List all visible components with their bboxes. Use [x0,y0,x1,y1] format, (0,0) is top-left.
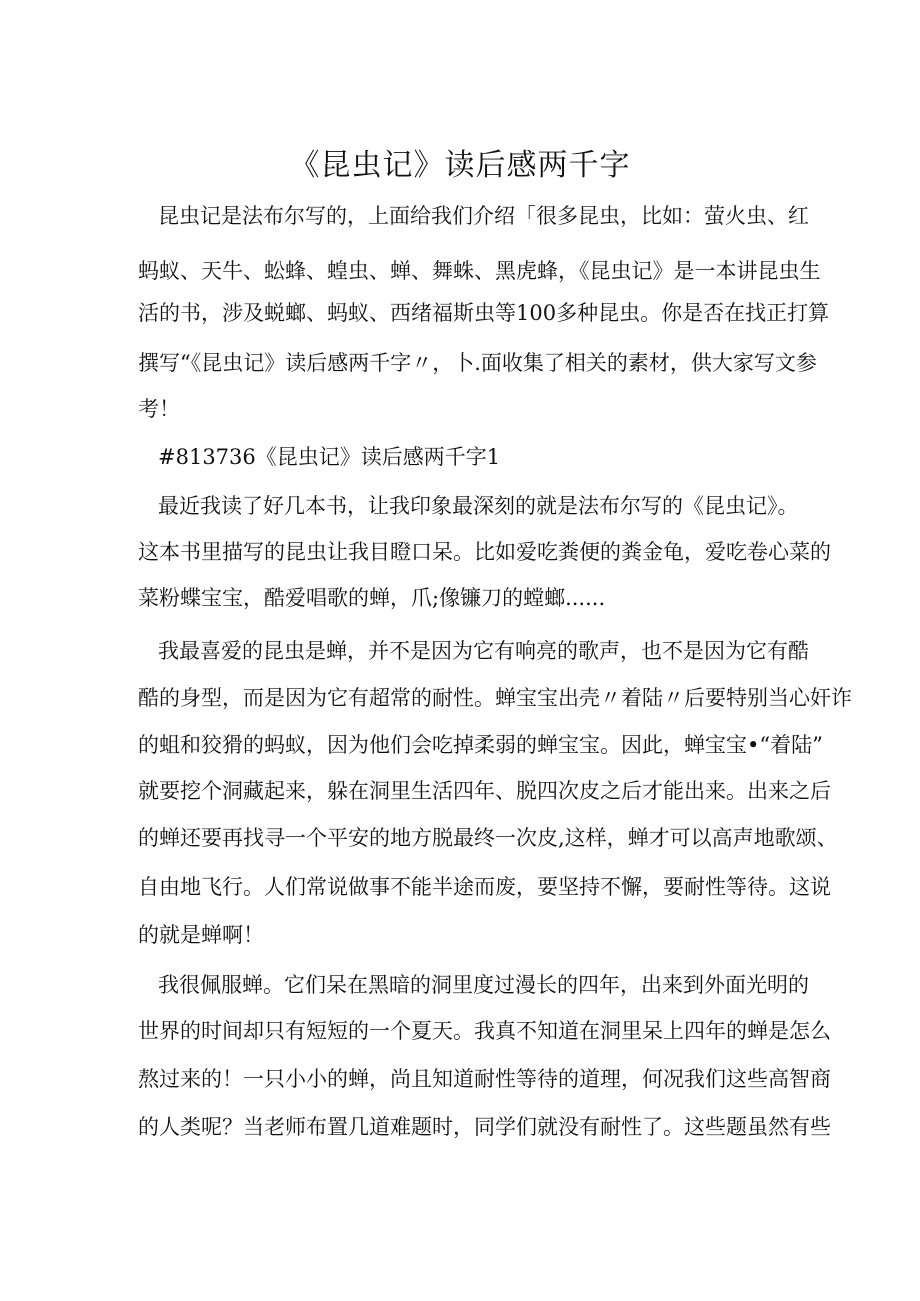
paragraph-line: 酷的身型，而是因为它有超常的耐性。蝉宝宝出壳〃着陆〃后要特别当心奸诈 [138,686,852,710]
paragraph-line: 熬过来的！一只小小的蝉，尚且知道耐性等待的道理，何况我们这些高智商 [138,1067,831,1091]
paragraph-line: 的人类呢？当老师布置几道难题时，同学们就没有耐性了。这些题虽然有些 [138,1115,831,1139]
paragraph-line: 活的书，涉及蜕螂、蚂蚁、西绪福斯虫等100多种昆虫。你是否在找正打算 [138,301,830,325]
paragraph-line: 的蝉还要再找寻一个平安的地方脱最终一次皮,这样，蝉才可以高声地歌颂、 [138,826,838,850]
paragraph-line: 的蛆和狡猾的蚂蚁，因为他们会吃掉柔弱的蝉宝宝。因此，蝉宝宝•“着陆” [138,733,823,757]
paragraph-line: 这本书里描写的昆虫让我目瞪口呆。比如爱吃粪便的粪金龟，爱吃卷心菜的 [138,540,831,564]
paragraph-line: 撰写“《昆虫记》读后感两千字〃，卜.面收集了相关的素材，供大家写文参 [138,351,817,375]
document-title: 《昆虫记》读后感两千字 [289,148,631,183]
paragraph-line: 世界的时间却只有短短的一个夏天。我真不知道在洞里呆上四年的蝉是怎么 [138,1019,831,1043]
paragraph-line: 就要挖个洞藏起来，躲在洞里生活四年、脱四次皮之后才能出来。出来之后 [138,779,831,803]
paragraph-line: 昆虫记是法布尔写的，上面给我们介绍「很多昆虫，比如：萤火虫、红 [158,204,809,228]
paragraph-line: 蚂蚁、天牛、蚣蜂、蝗虫、蝉、舞蛛、黑虎蜂，《昆虫记》是一本讲昆虫生 [138,259,821,283]
paragraph-line: 我很佩服蝉。它们呆在黑暗的洞里度过漫长的四年，出来到外面光明的 [158,973,809,997]
paragraph-line: 最近我读了好几本书，让我印象最深刻的就是法布尔写的《昆虫记》。 [158,494,799,518]
paragraph-line: 的就是蝉啊！ [138,923,264,947]
paragraph-line: 自由地飞行。人们常说做事不能半途而废，要坚持不懈，要耐性等待。这说 [138,875,831,899]
paragraph-line: 考！ [138,397,180,421]
paragraph-line: 菜粉蝶宝宝，酷爱唱歌的蝉，爪;像镰刀的螳螂...... [138,586,606,610]
paragraph-line: 我最喜爱的昆虫是蝉，并不是因为它有响亮的歌声，也不是因为它有酷 [158,639,809,663]
section-heading: #813736《昆虫记》读后感两千字1 [158,445,501,469]
